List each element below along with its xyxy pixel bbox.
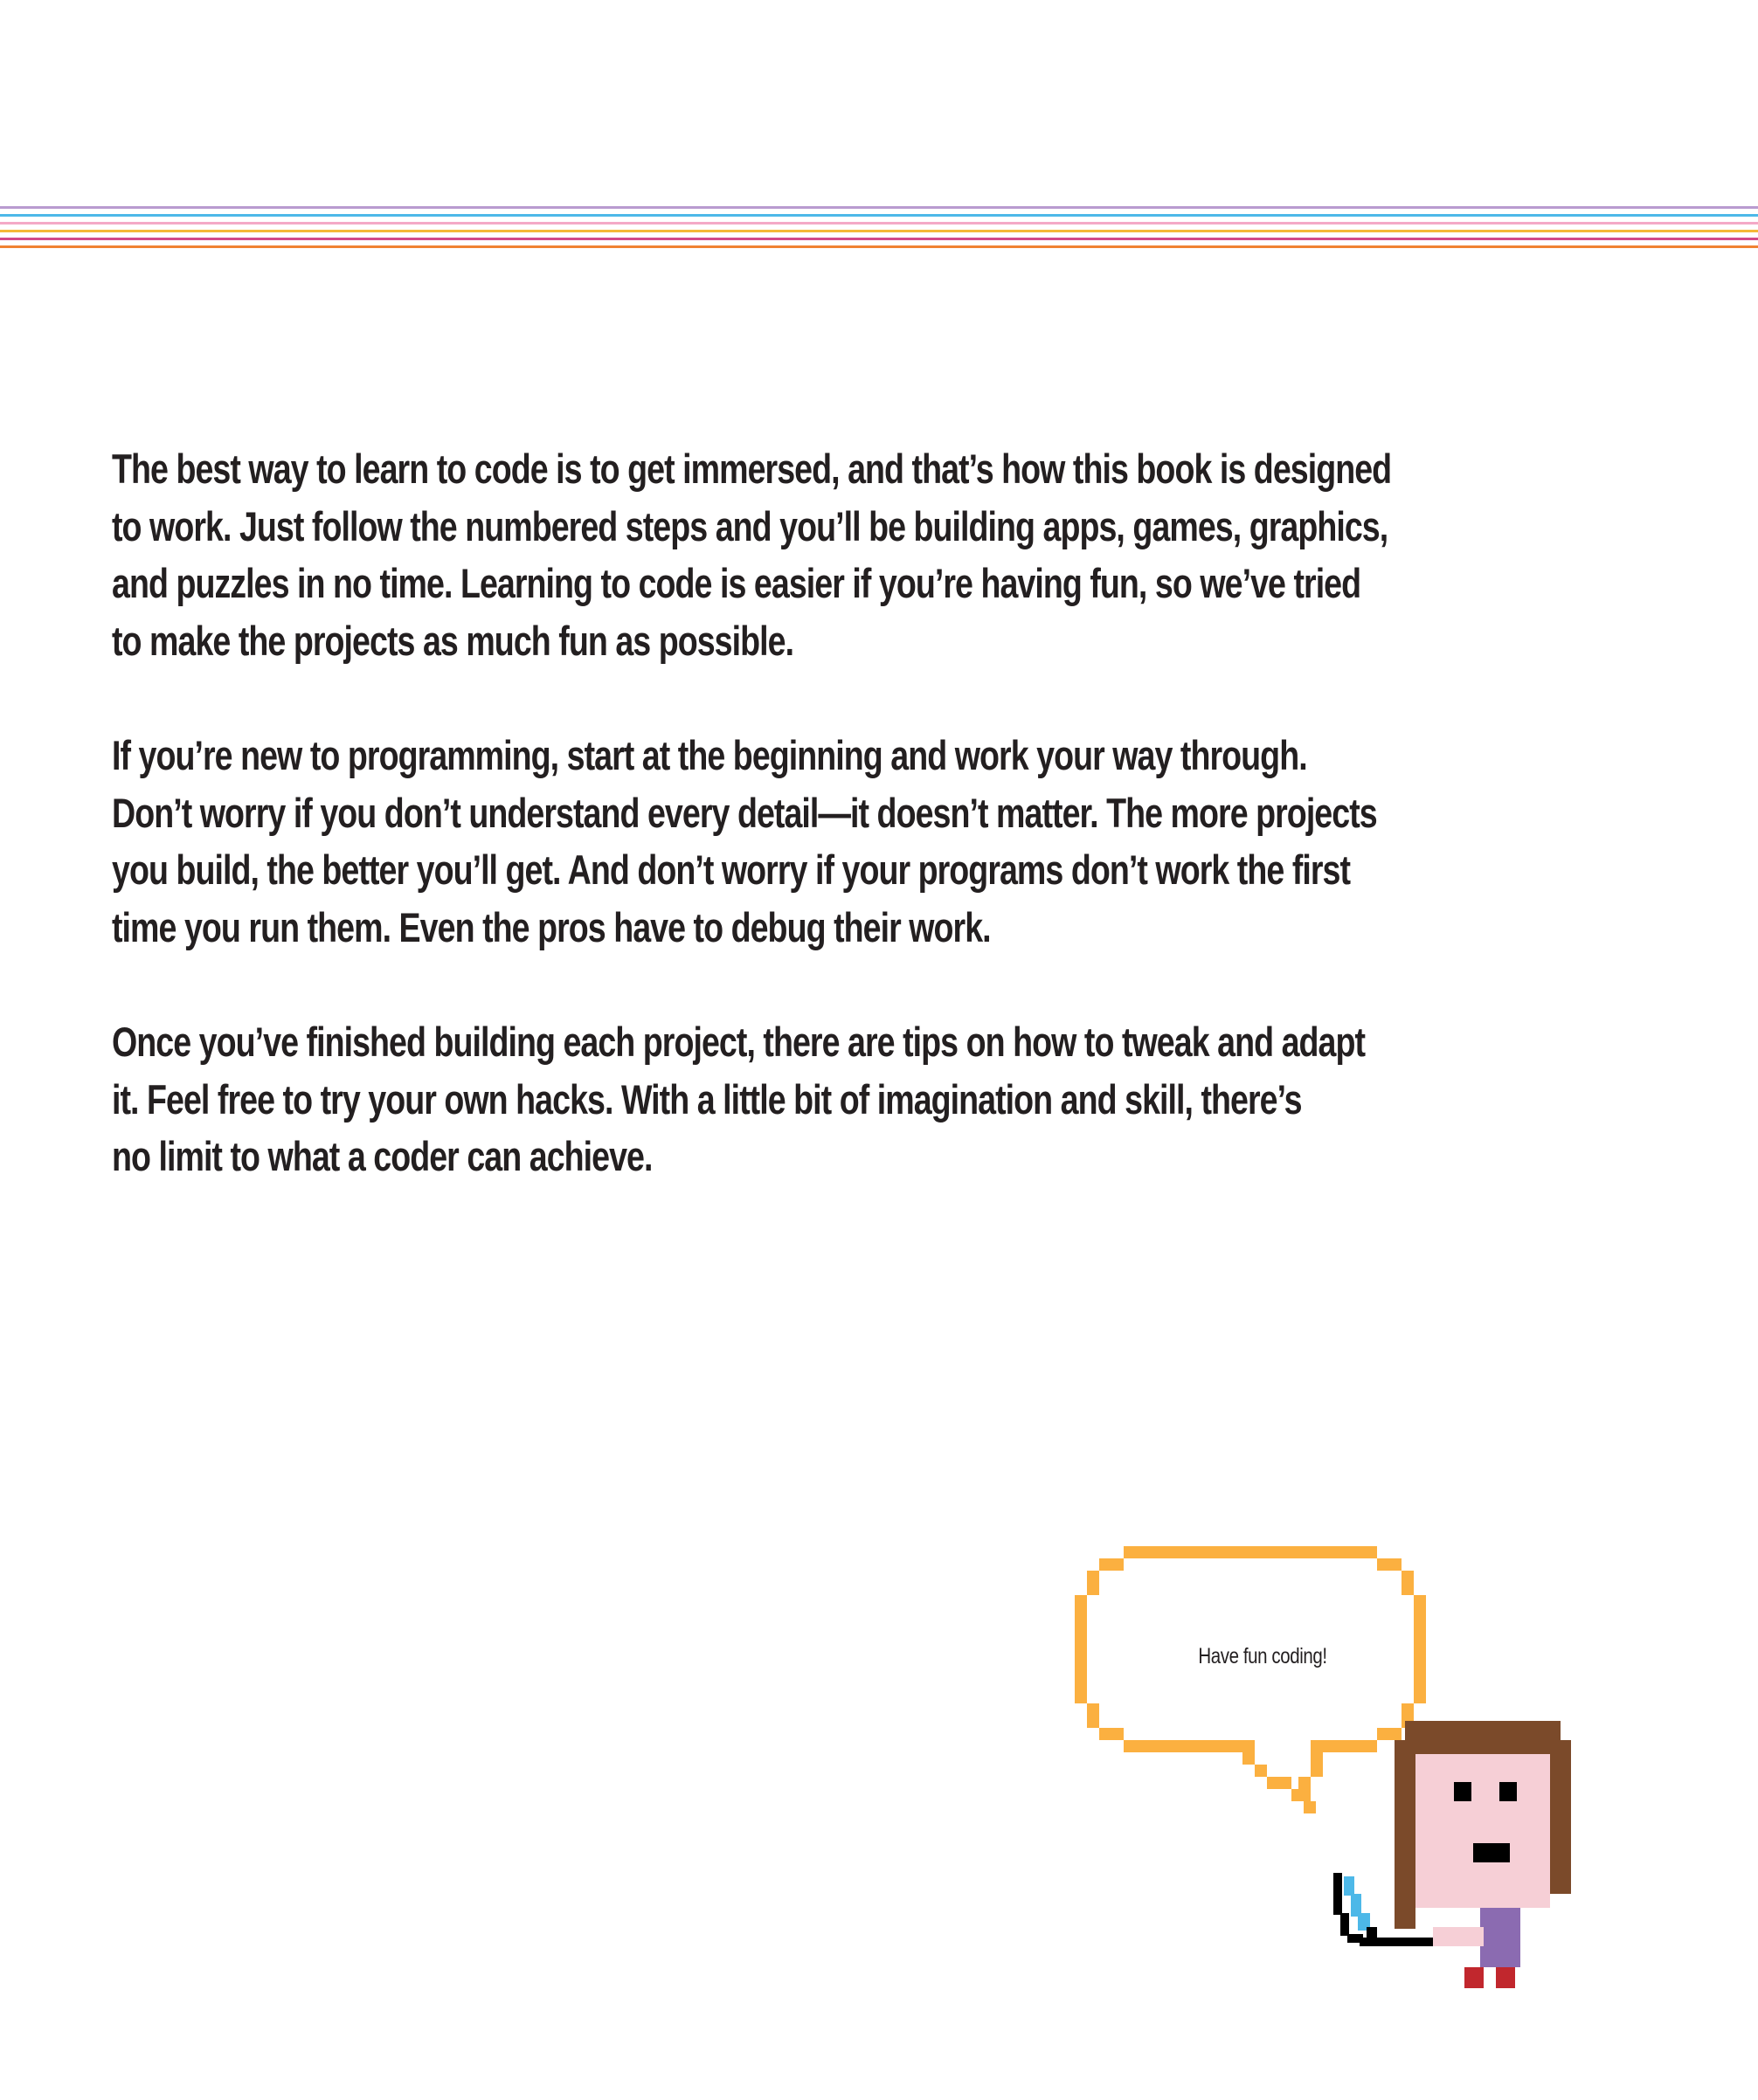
- rainbow-stripe-rule: [0, 206, 1758, 252]
- girl-character-icon: [1075, 1546, 1634, 2000]
- paragraph-beginners: If you’re new to programming, start at the beginning and work your way through. Don’t worry if you don’t understand every detail—it doesn’t matter. The more projects you build, the better you’ll get. And don’t worry if your programs don’t work the first time you run them. Even the pros have to debug their work.: [112, 732, 1377, 950]
- stripe-magenta: [0, 238, 1758, 240]
- speech-bubble-text: Have fun coding!: [1198, 1644, 1327, 1668]
- stripe-yellow: [0, 230, 1758, 232]
- paragraph-immersion: The best way to learn to code is to get immersed, and that’s how this book is designed to work. Just follow the numbered steps and you’ll be building apps, games, graphics, and puzzles in no time. Learning to code is easier if you’re having fun, so we’ve tried to make the projects as much fun as possible.: [112, 446, 1392, 664]
- paragraph-hacks: Once you’ve finished building each project, there are tips on how to tweak and adapt it. Feel free to try your own hacks. With a little bit of imagination and skill, there’s no limit to what a coder can achieve.: [112, 1019, 1366, 1179]
- stripe-orange: [0, 245, 1758, 248]
- coder-illustration: [1075, 1546, 1634, 2000]
- stripe-purple: [0, 206, 1758, 209]
- intro-text: [112, 440, 1711, 1243]
- stripe-pink: [0, 222, 1758, 225]
- stripe-blue: [0, 214, 1758, 217]
